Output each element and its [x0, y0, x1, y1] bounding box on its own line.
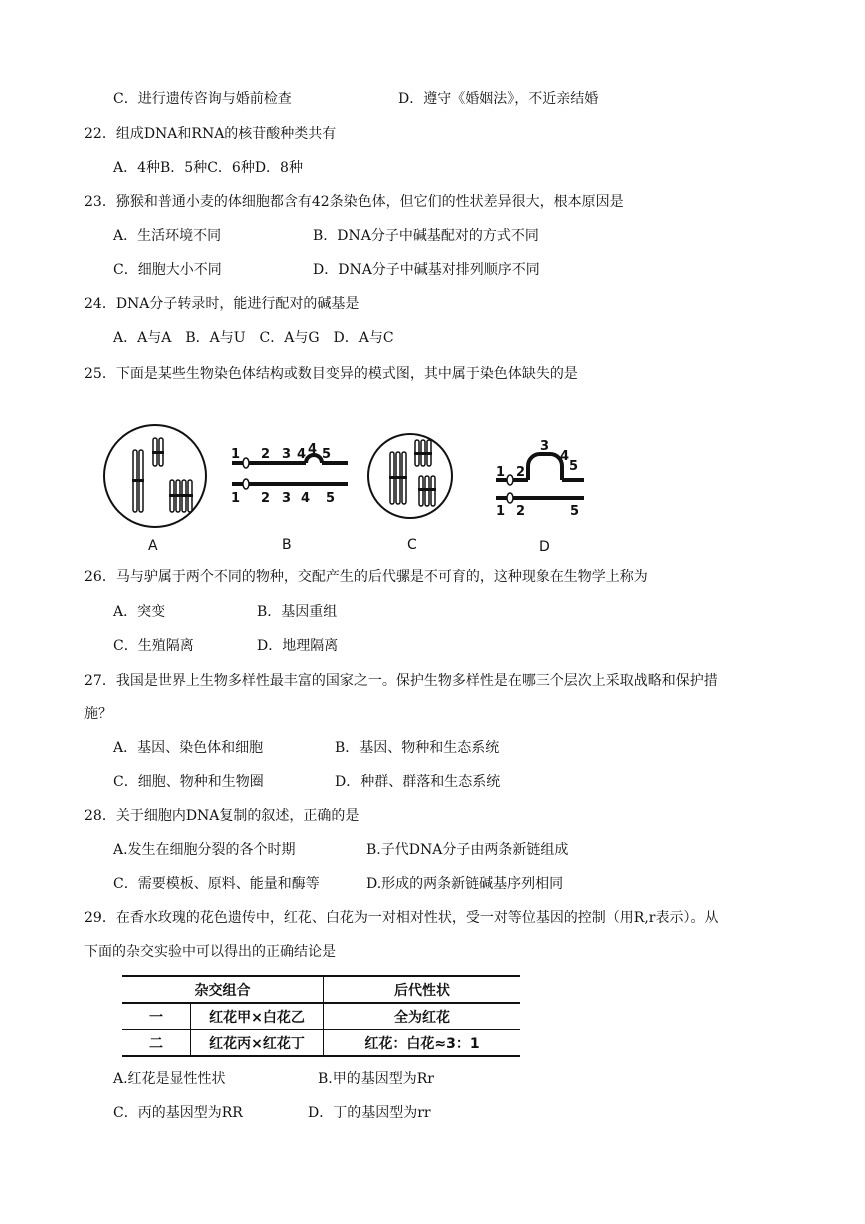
d-bottom-digit-1: 1: [496, 504, 506, 519]
d-bottom-digit-2: 2: [516, 504, 526, 519]
row-cross: 红花丙×红花丁: [191, 1030, 324, 1057]
q23-options-row-ab: [0, 226, 865, 246]
q26-stem: 26．马与驴属于两个不同的物种，交配产生的后代骡是不可育的，这种现象在生物学上称为: [84, 569, 648, 585]
q29-options-row-cd: [0, 1103, 865, 1123]
row-cross: 红花甲×白花乙: [191, 1003, 324, 1030]
b-top-digit-3: 3: [282, 447, 292, 462]
q26-option-a: A．突变: [113, 604, 166, 620]
b-bottom-digit-4: 4: [301, 491, 311, 506]
q23-stem: 23．猕猴和普通小麦的体细胞都含有42条染色体，但它们的性状差异很大，根本原因是: [84, 194, 624, 210]
header-cross-combination: 杂交组合: [122, 976, 324, 1003]
row-index: 二: [122, 1030, 191, 1057]
q23-option-d: D．DNA分子中碱基对排列顺序不同: [313, 262, 540, 278]
q28-option-a: A.发生在细胞分裂的各个时期: [113, 842, 296, 858]
q29-option-d: D．丁的基因型为rr: [308, 1105, 431, 1121]
q28-option-c: C．需要模板、原料、能量和酶等: [113, 876, 320, 892]
q28-options-row-cd: [0, 874, 865, 894]
q24-stem: 24．DNA分子转录时，能进行配对的碱基是: [84, 296, 360, 312]
panel-b-chromosomes: [231, 442, 348, 506]
q29-option-c: C．丙的基因型为RR: [113, 1105, 243, 1121]
b-bottom-digit-1: 1: [231, 491, 241, 506]
q27-options-row-cd: [0, 772, 865, 792]
q21-option-d: D．遵守《婚姻法》，不近亲结婚: [398, 91, 599, 107]
q28-option-d: D.形成的两条新链碱基序列相同: [366, 876, 564, 892]
q23-option-a: A．生活环境不同: [113, 228, 222, 244]
q27-stem-line2: 施？: [84, 706, 112, 722]
panel-label-a: A: [148, 538, 158, 554]
b-top-digit-4: 4: [297, 447, 307, 462]
row-offspring: 全为红花: [394, 1009, 450, 1026]
q27-option-d: D．种群、群落和生态系统: [335, 774, 501, 790]
d-top-digit-2: 2: [516, 465, 526, 480]
q29-stem-line2: 下面的杂交实验中可以得出的正确结论是: [84, 944, 336, 960]
q29-stem-line1: 29．在香水玫瑰的花色遗传中，红花、白花为一对相对性状，受一对等位基因的控制（用R,r表示）。从: [84, 910, 719, 926]
panel-label-b: B: [282, 537, 292, 553]
row-offspring: 红花：白花≈3：1: [364, 1035, 480, 1052]
q28-option-b: B.子代DNA分子由两条新链组成: [366, 842, 569, 858]
row-index: 一: [122, 1003, 191, 1030]
q23-option-c: C．细胞大小不同: [113, 262, 222, 278]
header-offspring-trait: 后代性状: [394, 982, 450, 999]
b-bottom-digit-5: 5: [326, 491, 336, 506]
d-bottom-digit-5: 5: [570, 504, 580, 519]
q25-stem: 25．下面是某些生物染色体结构或数目变异的模式图，其中属于染色体缺失的是: [84, 366, 578, 382]
q24-options: A．A与A B．A与U C．A与G D．A与C: [113, 330, 394, 346]
q29-options-row-ab: [0, 1069, 865, 1089]
table-row: [122, 1003, 520, 1030]
q26-option-b: B．基因重组: [257, 604, 338, 620]
q27-option-a: A．基因、染色体和细胞: [113, 740, 264, 756]
q26-option-d: D．地理隔离: [257, 638, 339, 654]
cross-experiment-table: [122, 975, 520, 1057]
q28-options-row-ab: [0, 840, 865, 860]
q26-options-row-ab: [0, 602, 865, 622]
q23-option-b: B．DNA分子中碱基配对的方式不同: [313, 228, 539, 244]
table-header-row: [122, 976, 520, 1003]
b-top-digit-1: 1: [231, 447, 241, 462]
q29-option-a: A.红花是显性性状: [113, 1071, 226, 1087]
d-top-digit-5: 5: [569, 459, 579, 474]
panel-d-chromosomes: [496, 439, 584, 519]
table-row: [122, 1030, 520, 1057]
b-top-digit-5: 5: [322, 447, 332, 462]
b-bottom-digit-3: 3: [282, 491, 292, 506]
d-top-digit-1: 1: [496, 465, 506, 480]
b-top-digit-2: 2: [261, 447, 271, 462]
q25-figure: [100, 418, 620, 568]
q27-options-row-ab: [0, 738, 865, 758]
d-top-digit-3: 3: [540, 439, 550, 454]
q27-stem-line1: 27．我国是世界上生物多样性最丰富的国家之一。保护生物多样性是在哪三个层次上采取战略和保护措: [84, 673, 718, 689]
q28-stem: 28．关于细胞内DNA复制的叙述，正确的是: [84, 808, 360, 824]
panel-label-d: D: [539, 539, 550, 555]
q21-options-row-cd: [0, 89, 865, 109]
q26-options-row-cd: [0, 636, 865, 656]
q22-stem: 22．组成DNA和RNA的核苷酸种类共有: [84, 126, 337, 142]
q27-option-c: C．细胞、物种和生物圈: [113, 774, 264, 790]
b-top-digit-4b: 4: [308, 442, 318, 457]
d-top-digit-4: 4: [560, 449, 570, 464]
q21-option-c: C．进行遗传咨询与婚前检查: [113, 91, 292, 107]
q26-option-c: C．生殖隔离: [113, 638, 194, 654]
panel-a-cell: [104, 425, 206, 527]
b-bottom-digit-2: 2: [261, 491, 271, 506]
panel-label-c: C: [407, 537, 417, 553]
q22-options: A．4种B．5种C．6种D．8种: [113, 160, 303, 176]
q23-options-row-cd: [0, 260, 865, 280]
q27-option-b: B．基因、物种和生态系统: [335, 740, 500, 756]
q29-option-b: B.甲的基因型为Rr: [318, 1071, 434, 1087]
panel-c-cell: [368, 434, 452, 518]
